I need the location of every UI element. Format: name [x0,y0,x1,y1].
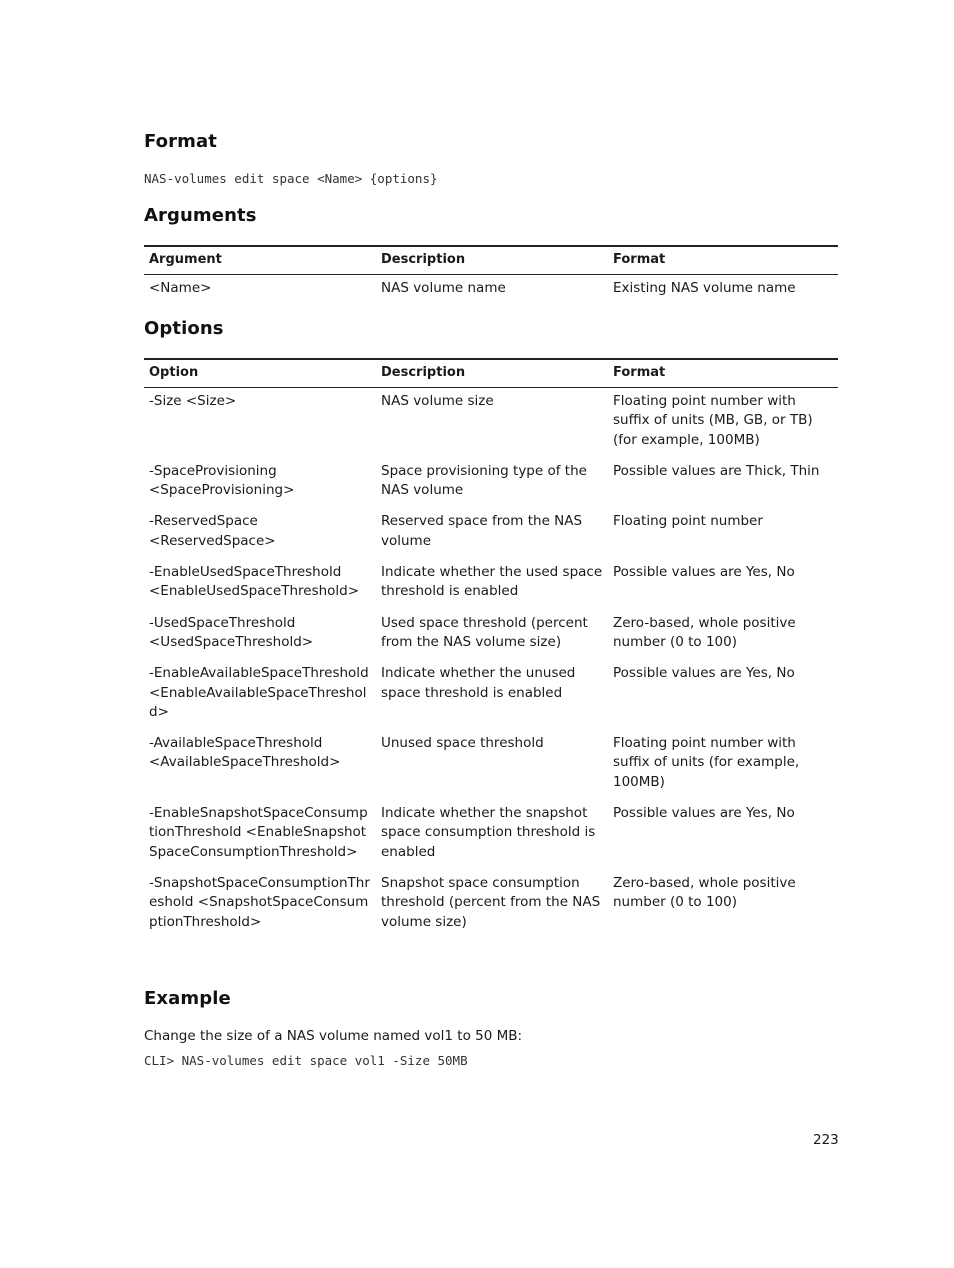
arguments-table [144,245,838,306]
format-syntax: NAS-volumes edit space <Name> {options} [144,171,438,186]
arguments-heading: Arguments [144,205,257,226]
description-cell: Reserved space from the NAS volume [381,513,583,549]
format-cell: Zero-based, whole positive number (0 to 100) [613,874,796,911]
example-description: Change the size of a NAS volume named vol1 to 50 MB: [144,1028,523,1044]
format-cell: Floating point number [613,513,763,530]
format-cell: Floating point number with suffix of units (for example, 100MB) [613,735,800,790]
options-header-row [144,359,838,388]
option-cell: -UsedSpaceThreshold <UsedSpaceThreshold> [149,614,314,650]
description-cell: Indicate whether the used space threshold is enabled [381,564,603,600]
option-cell: -SpaceProvisioning <SpaceProvisioning> [149,462,295,499]
arguments-col-format: Format [608,246,838,275]
table-row [144,610,838,661]
options-heading: Options [144,318,224,339]
options-col-option: Option [144,359,376,388]
table-row [144,870,838,940]
description-cell: NAS volume size [381,393,494,409]
example-command: CLI> NAS-volumes edit space vol1 -Size 50MB [144,1053,468,1068]
option-cell: -EnableAvailableSpaceThreshold <EnableAvailableSpaceThreshold> [149,665,369,720]
table-row [144,275,838,307]
description-cell: Snapshot space consumption threshold (percent from the NAS volume size) [381,874,601,930]
page-number: 223 [813,1132,839,1148]
table-row [144,800,838,870]
format-cell: Existing NAS volume name [613,280,796,296]
format-cell: Possible values are Yes, No [613,665,795,682]
description-cell: Indicate whether the snapshot space consumption threshold is enabled [381,805,596,860]
arguments-header-row [144,246,838,275]
arguments-col-argument: Argument [144,246,376,275]
description-cell: Indicate whether the unused space threshold is enabled [381,665,576,701]
description-cell: Used space threshold (percent from the NAS volume size) [381,614,588,650]
format-cell: Zero-based, whole positive number (0 to 100) [613,614,796,650]
description-cell: NAS volume name [381,280,506,296]
format-heading: Format [144,131,217,152]
table-row [144,730,838,800]
format-cell: Possible values are Yes, No [613,564,795,581]
option-cell: -Size <Size> [149,393,237,409]
table-row [144,660,838,730]
example-heading: Example [144,988,231,1009]
format-cell: Possible values are Yes, No [613,805,795,822]
description-cell: Space provisioning type of the NAS volume [381,462,587,499]
table-row [144,559,838,610]
arguments-col-description: Description [376,246,608,275]
options-col-description: Description [376,359,608,388]
options-col-format: Format [608,359,838,388]
table-row [144,388,838,458]
options-table [144,358,838,940]
table-row [144,458,838,509]
argument-cell: <Name> [149,280,212,296]
option-cell: -AvailableSpaceThreshold <AvailableSpaceThreshold> [149,735,341,771]
option-cell: -EnableSnapshotSpaceConsumptionThreshold <EnableSnapshotSpaceConsumptionThreshold> [149,805,368,860]
table-row [144,508,838,559]
format-cell: Floating point number with suffix of units (MB, GB, or TB) (for example, 100MB) [613,393,813,448]
format-cell: Possible values are Thick, Thin [613,462,820,479]
option-cell: -SnapshotSpaceConsumptionThreshold <SnapshotSpaceConsumptionThreshold> [149,874,370,930]
option-cell: -EnableUsedSpaceThreshold <EnableUsedSpaceThreshold> [149,564,360,600]
description-cell: Unused space threshold [381,735,544,752]
option-cell: -ReservedSpace <ReservedSpace> [149,513,276,549]
